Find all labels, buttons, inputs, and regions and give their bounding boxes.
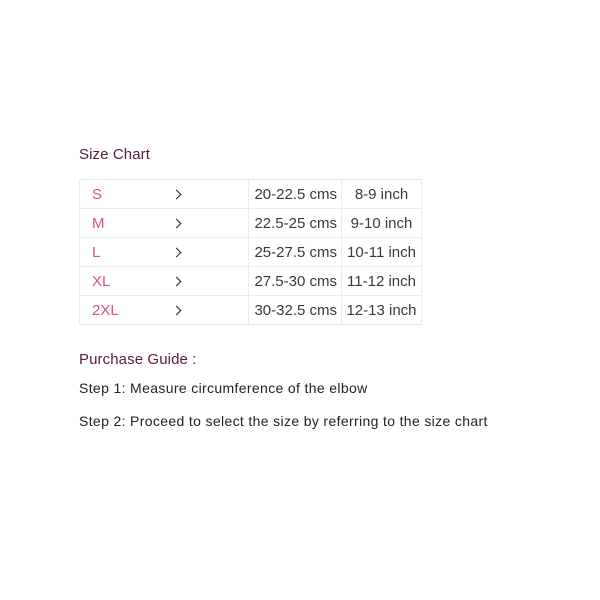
- size-cms: 22.5-25 cms: [249, 209, 342, 238]
- table-row: [80, 267, 422, 296]
- step-2-text: Step 2: Proceed to select the size by referring to the size chart: [79, 413, 488, 429]
- size-cms: 25-27.5 cms: [249, 238, 342, 267]
- size-inch: 11-12 inch: [342, 267, 422, 296]
- size-label: 2XL: [80, 296, 165, 325]
- chevron-right-icon: [172, 247, 182, 257]
- size-inch: 8-9 inch: [342, 180, 422, 209]
- size-cms: 20-22.5 cms: [249, 180, 342, 209]
- size-label: XL: [80, 267, 165, 296]
- size-label: L: [80, 238, 165, 267]
- chevron-right-icon: [172, 189, 182, 199]
- table-row: [80, 209, 422, 238]
- arrow-cell: [164, 238, 249, 267]
- arrow-cell: [164, 209, 249, 238]
- size-label: M: [80, 209, 165, 238]
- table-row: [80, 180, 422, 209]
- size-label: S: [80, 180, 165, 209]
- size-cms: 27.5-30 cms: [249, 267, 342, 296]
- arrow-cell: [164, 180, 249, 209]
- arrow-cell: [164, 296, 249, 325]
- chevron-right-icon: [172, 276, 182, 286]
- size-cms: 30-32.5 cms: [249, 296, 342, 325]
- size-chart-table: [79, 179, 422, 325]
- table-row: [80, 296, 422, 325]
- purchase-guide-title: Purchase Guide :: [79, 351, 197, 368]
- size-inch: 9-10 inch: [342, 209, 422, 238]
- chevron-right-icon: [172, 218, 182, 228]
- step-1-text: Step 1: Measure circumference of the elbow: [79, 380, 368, 396]
- size-inch: 12-13 inch: [342, 296, 422, 325]
- size-inch: 10-11 inch: [342, 238, 422, 267]
- size-chart-title: Size Chart: [79, 146, 151, 163]
- arrow-cell: [164, 267, 249, 296]
- table-row: [80, 238, 422, 267]
- chevron-right-icon: [172, 305, 182, 315]
